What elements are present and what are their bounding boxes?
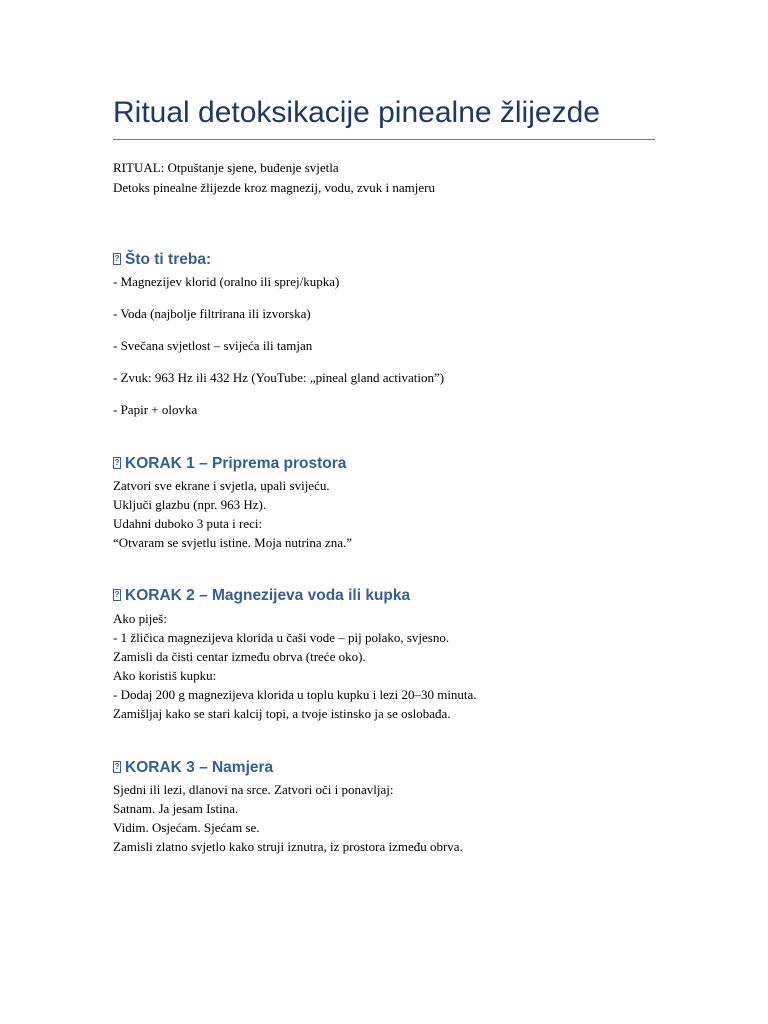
paragraph-line: Ako piješ: <box>113 611 167 626</box>
section-heading <box>113 758 273 778</box>
section-heading-label: Što ti treba: <box>125 251 212 268</box>
missing-glyph-icon <box>113 253 121 265</box>
paragraph-line: - 1 žličica magnezijeva klorida u čaši vode – pij polako, svjesno. <box>113 630 450 645</box>
section-heading <box>113 250 211 270</box>
missing-glyph-icon <box>113 589 121 601</box>
intro-line: RITUAL: Otpuštanje sjene, buđenje svjetla <box>113 160 339 175</box>
missing-glyph-icon <box>113 457 121 469</box>
paragraph-line: Zatvori sve ekrane i svjetla, upali svijeću. <box>113 478 330 493</box>
section-heading <box>113 454 346 474</box>
paragraph-line: Zamisli da čisti centar između obrva (treće oko). <box>113 649 366 664</box>
paragraph-line: “Otvaram se svjetlu istine. Moja nutrina zna.” <box>113 535 352 550</box>
paragraph-line: Satnam. Ja jesam Istina. <box>113 801 239 816</box>
list-item: - Zvuk: 963 Hz ili 432 Hz (YouTube: „pineal gland activation”) <box>113 370 445 385</box>
document-title: Ritual detoksikacije pinealne žlijezde <box>113 96 600 129</box>
paragraph-line: Ako koristiš kupku: <box>113 668 217 683</box>
list-item: - Svečana svjetlost – svijeća ili tamjan <box>113 338 313 353</box>
section-heading-label: KORAK 1 – Priprema prostora <box>125 455 347 472</box>
intro-line: Detoks pinealne žlijezde kroz magnezij, vodu, zvuk i namjeru <box>113 180 435 195</box>
section-heading <box>113 586 410 606</box>
paragraph-line: Sjedni ili lezi, dlanovi na srce. Zatvori oči i ponavljaj: <box>113 782 394 797</box>
list-item: - Voda (najbolje filtrirana ili izvorska) <box>113 306 311 321</box>
paragraph-line: Udahni duboko 3 puta i reci: <box>113 516 263 531</box>
section-heading-label: KORAK 3 – Namjera <box>125 759 274 776</box>
paragraph-line: Uključi glazbu (npr. 963 Hz). <box>113 497 267 512</box>
paragraph-line: Zamišljaj kako se stari kalcij topi, a tvoje istinsko ja se oslobađa. <box>113 706 451 721</box>
paragraph-line: - Dodaj 200 g magnezijeva klorida u toplu kupku i lezi 20–30 minuta. <box>113 687 477 702</box>
title-underline <box>113 139 655 140</box>
missing-glyph-icon <box>113 761 121 773</box>
list-item: - Magnezijev klorid (oralno ili sprej/kupka) <box>113 274 340 289</box>
list-item: - Papir + olovka <box>113 402 198 417</box>
section-heading-label: KORAK 2 – Magnezijeva voda ili kupka <box>125 587 411 604</box>
paragraph-line: Zamisli zlatno svjetlo kako struji iznutra, iz prostora između obrva. <box>113 839 463 854</box>
paragraph-line: Vidim. Osjećam. Sjećam se. <box>113 820 260 835</box>
